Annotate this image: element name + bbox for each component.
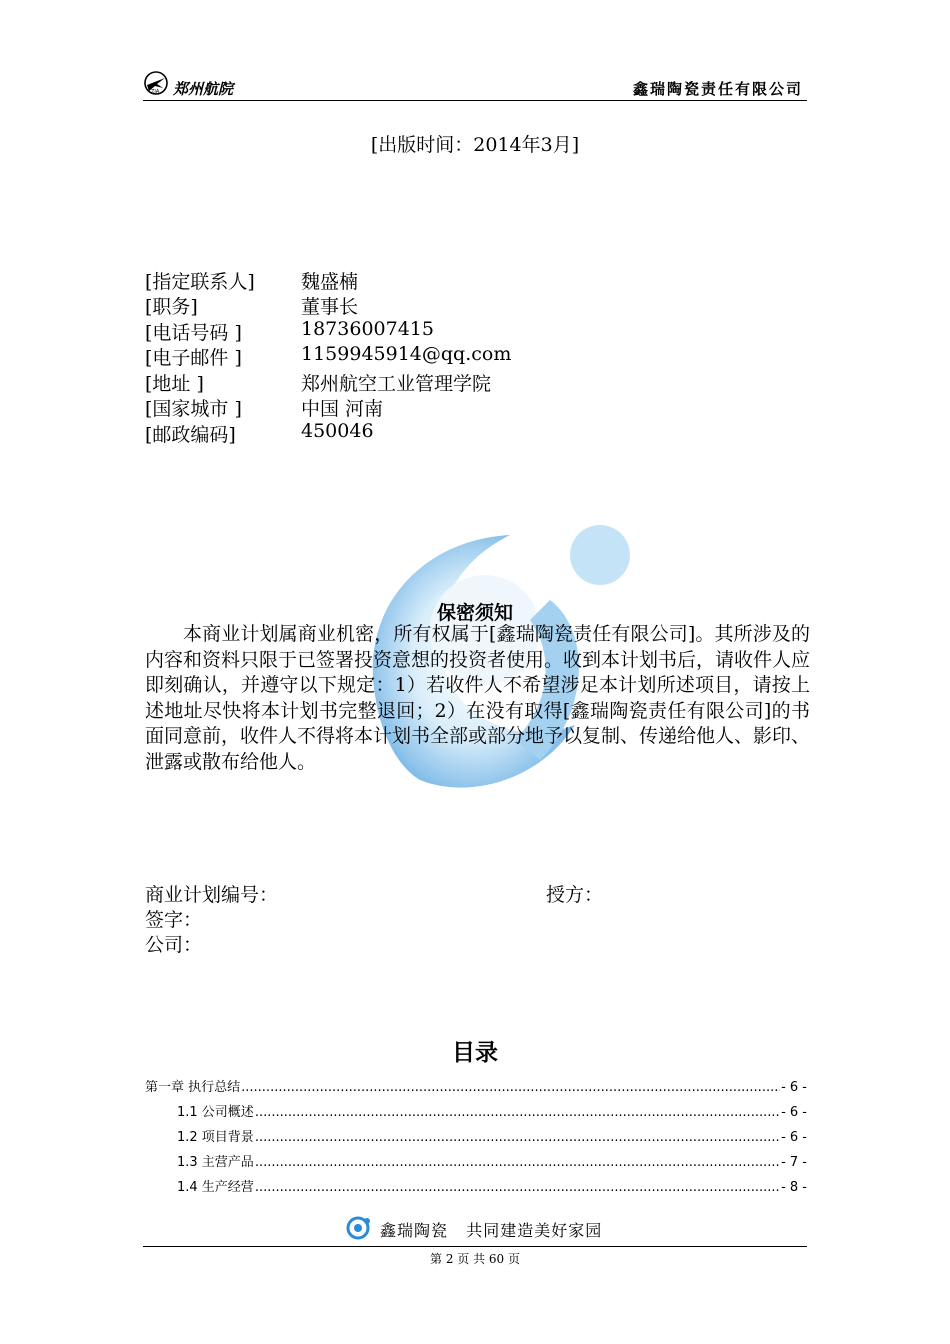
contact-value: 魏盛楠 bbox=[301, 271, 359, 293]
toc-entry-page: - 8 - bbox=[781, 1180, 807, 1195]
footer-divider bbox=[143, 1246, 807, 1247]
airplane-emblem-icon bbox=[143, 70, 169, 96]
page-header bbox=[143, 64, 807, 101]
toc-leader-dots bbox=[255, 1180, 780, 1195]
contact-label: [地址 ] bbox=[145, 373, 204, 395]
toc-entry-page: - 6 - bbox=[781, 1105, 807, 1120]
toc-leader-dots bbox=[255, 1130, 780, 1145]
toc-entry-page: - 6 - bbox=[781, 1130, 807, 1145]
sign-label: 签字： bbox=[145, 909, 203, 931]
toc-entry[interactable] bbox=[177, 1176, 807, 1201]
plan-number-label: 商业计划编号： bbox=[145, 884, 279, 906]
contact-value: 1159945914@qq.com bbox=[301, 343, 512, 365]
company-label: 公司： bbox=[145, 934, 203, 956]
toc-entry[interactable] bbox=[145, 1076, 807, 1101]
header-right-text: 鑫瑞陶瓷责任有限公司 bbox=[632, 80, 803, 98]
contact-label: [国家城市 ] bbox=[145, 398, 242, 420]
toc-entry[interactable] bbox=[177, 1126, 807, 1151]
contact-label: [电话号码 ] bbox=[145, 322, 242, 344]
footer-slogan bbox=[380, 1218, 602, 1241]
toc-entry-label: 1.1 公司概述 bbox=[177, 1105, 254, 1120]
confidentiality-title: 保密须知 bbox=[436, 602, 513, 624]
toc-leader-dots bbox=[241, 1080, 780, 1095]
contact-value: 中国 河南 bbox=[301, 398, 384, 420]
toc-entry-page: - 6 - bbox=[781, 1080, 807, 1095]
toc-title: 目录 bbox=[452, 1040, 498, 1066]
xinrui-logo-icon bbox=[346, 1216, 372, 1240]
toc-entry[interactable] bbox=[177, 1101, 807, 1126]
contact-label: [指定联系人] bbox=[145, 271, 255, 293]
contact-value: 郑州航空工业管理学院 bbox=[301, 373, 492, 395]
toc-entry-label: 1.3 主营产品 bbox=[177, 1155, 254, 1170]
confidentiality-body: 本商业计划属商业机密，所有权属于[鑫瑞陶瓷责任有限公司]。其所涉及的内容和资料只限于已签署投资意想的投资者使用。收到本计划书后，请收件人应即刻确认，并遵守以下规定：1）若收件人不希望涉足本计划所述项目，请按上述地址尽快将本计划书完整退回；2）在没有取得[鑫瑞陶瓷责任有限公司]的书面同意前，收件人不得将本计划书全部或部分地予以复制、传递给他人、影印、泄露或散布给他人。 bbox=[145, 623, 811, 773]
contact-label: [职务] bbox=[145, 296, 198, 318]
footer-brand: 鑫瑞陶瓷 bbox=[380, 1221, 449, 1240]
footer-slogan-text: 共同建造美好家园 bbox=[466, 1221, 603, 1240]
contact-value: 18736007415 bbox=[301, 318, 434, 340]
grantor-label: 授方： bbox=[546, 884, 604, 906]
header-left-text: 郑州航院 bbox=[173, 80, 234, 98]
toc-entry-page: - 7 - bbox=[781, 1155, 807, 1170]
contact-value: 董事长 bbox=[301, 296, 359, 318]
toc-entry-label: 第一章 执行总结 bbox=[145, 1080, 241, 1095]
toc-entry[interactable] bbox=[177, 1151, 807, 1176]
contact-label: [电子邮件 ] bbox=[145, 347, 242, 369]
contact-label: [邮政编码] bbox=[145, 424, 236, 446]
svg-text:ZIA: ZIA bbox=[151, 89, 160, 95]
toc-entry-label: 1.2 项目背景 bbox=[177, 1130, 254, 1145]
toc-leader-dots bbox=[255, 1105, 780, 1120]
publication-date: [出版时间：2014年3月] bbox=[370, 134, 580, 156]
toc-entry-label: 1.4 生产经营 bbox=[177, 1180, 254, 1195]
contact-value: 450046 bbox=[301, 420, 374, 442]
toc-leader-dots bbox=[255, 1155, 780, 1170]
page-number: 第 2 页 共 60 页 bbox=[430, 1252, 520, 1266]
